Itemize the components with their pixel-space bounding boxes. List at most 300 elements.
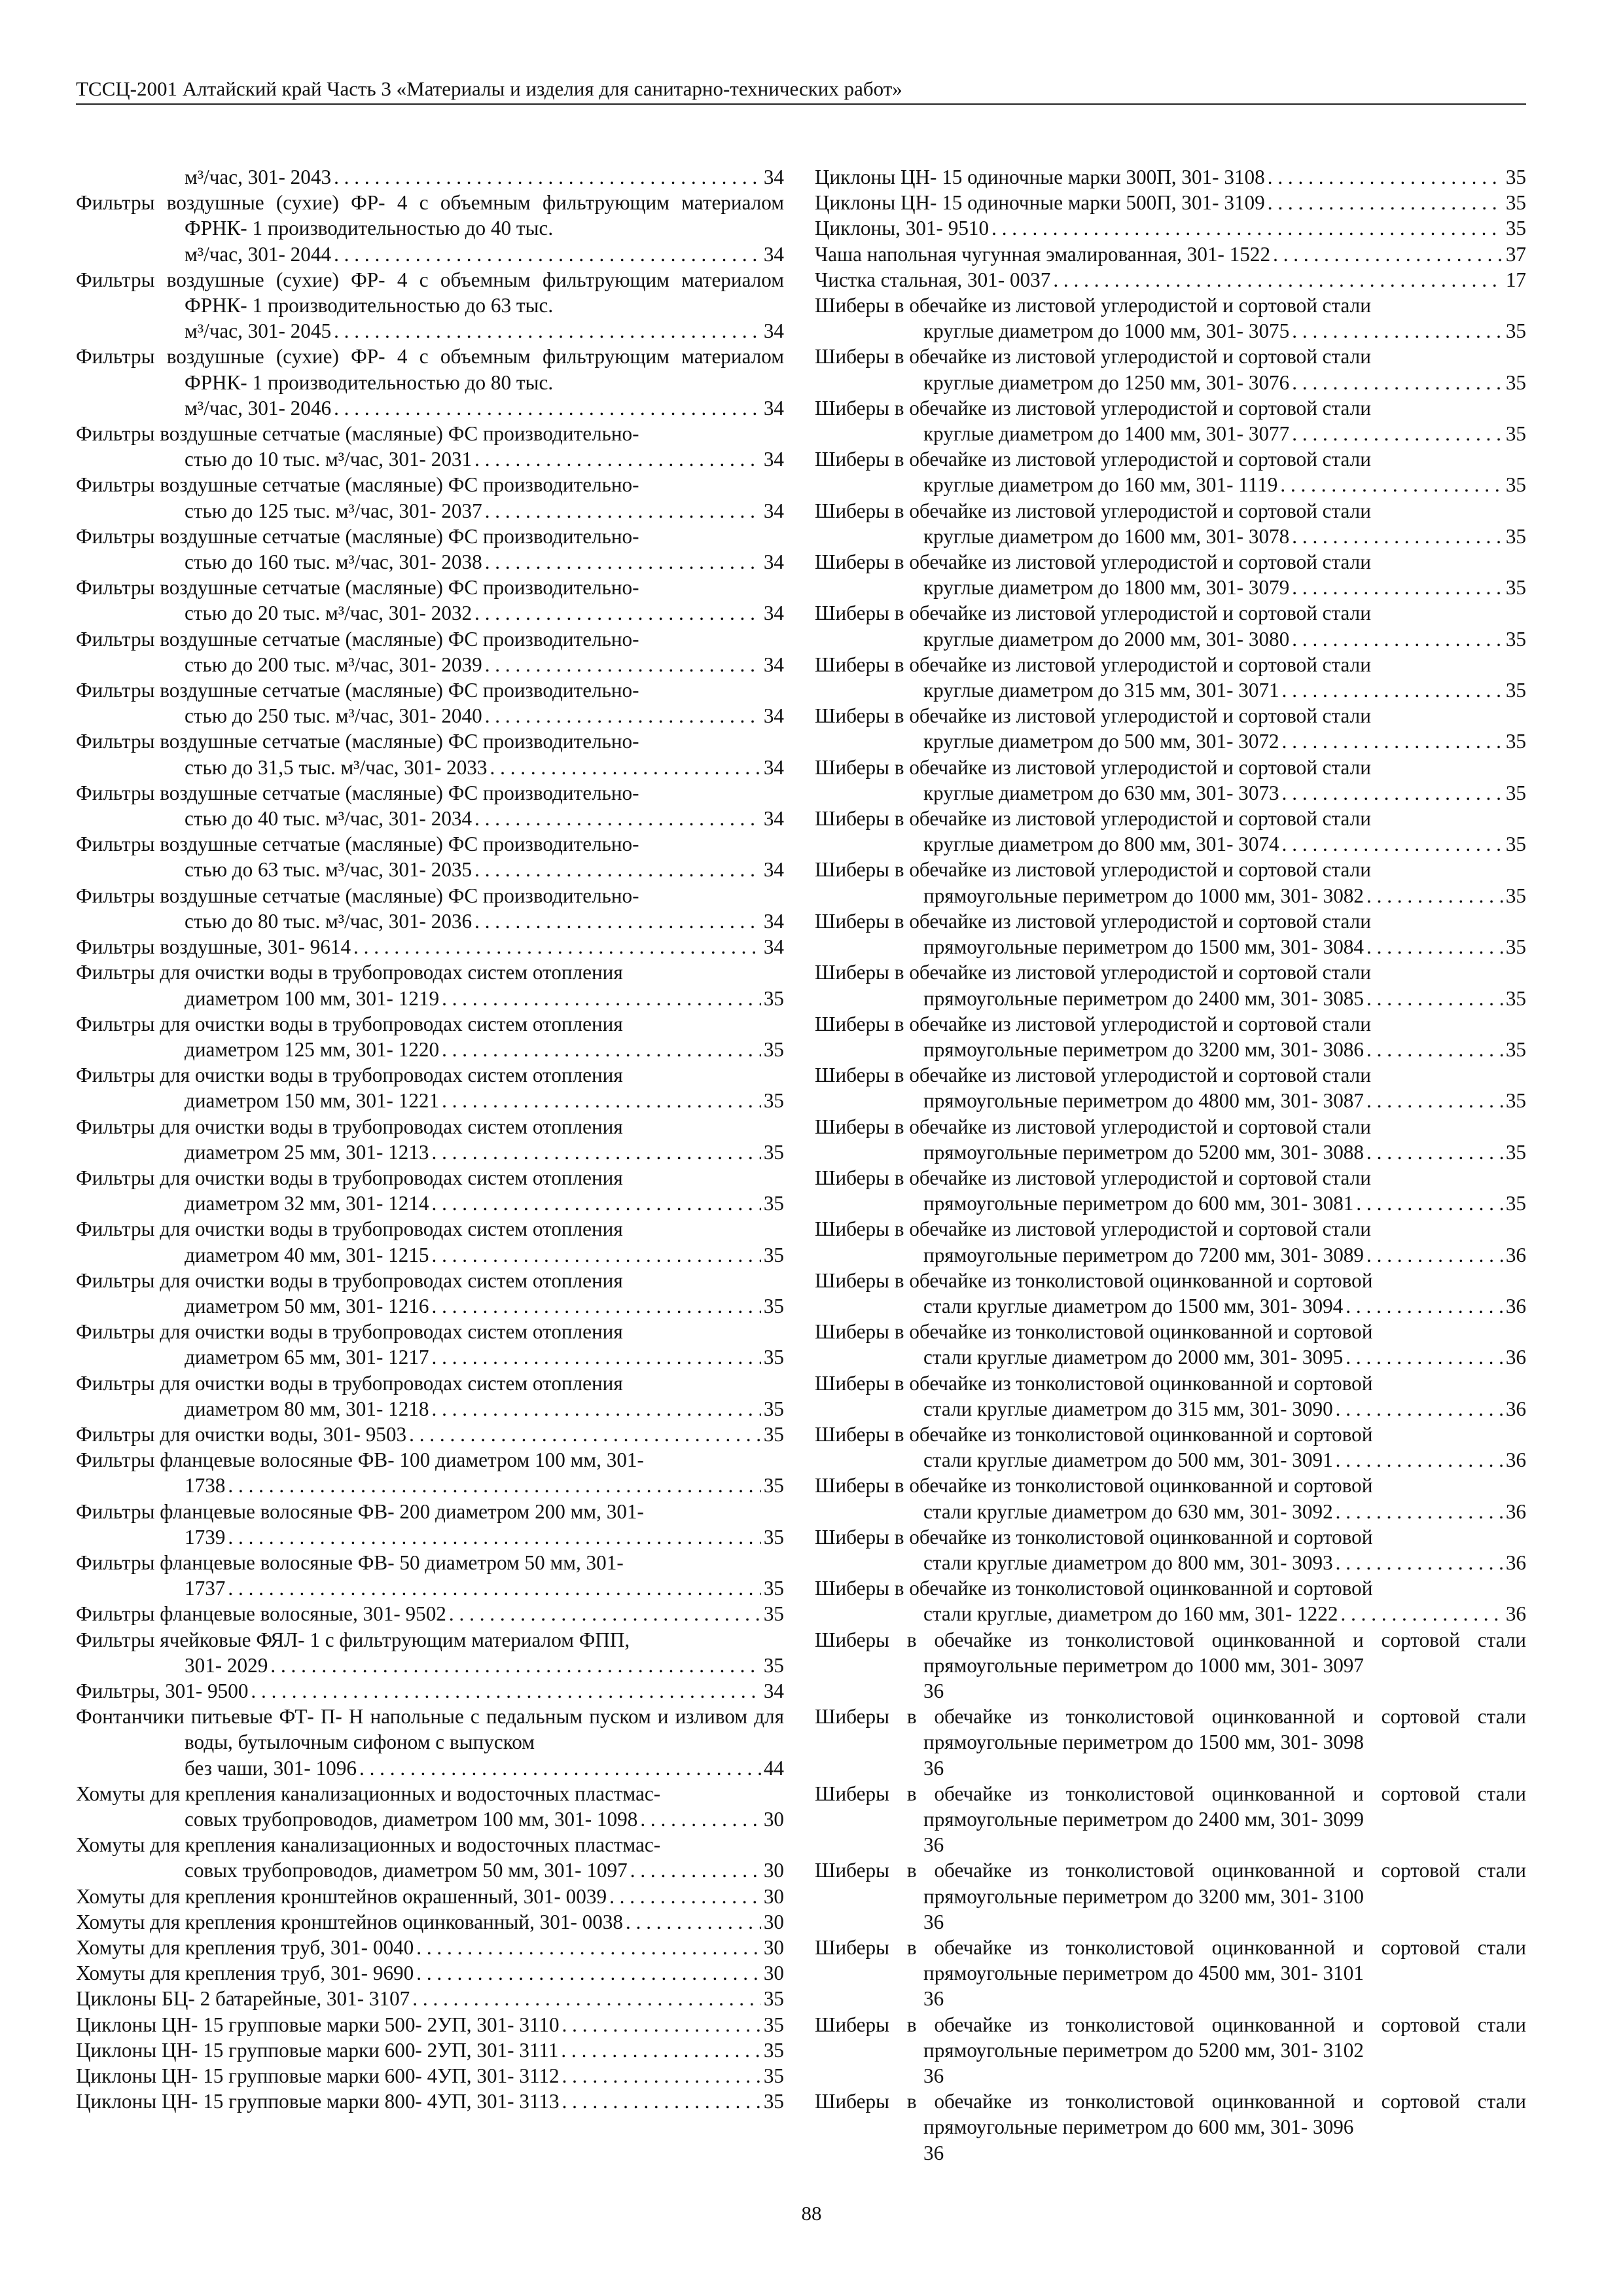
entry-tail: Фильтры фланцевые волосяные, 301- 9502 — [76, 1602, 446, 1626]
dot-leader — [1346, 1344, 1503, 1370]
entry-text: Шиберы в обечайке из тонколистовой оцинкованной и сортовой стали прямоугольные периметром до 1000 мм, 301- 3097 — [815, 1628, 1526, 1677]
entry-tail: диаметром 50 мм, 301- 1216 — [185, 1294, 429, 1318]
dot-leader — [1292, 318, 1503, 344]
entry-tail: круглые диаметром до 500 мм, 301- 3072 — [923, 730, 1279, 753]
index-entry — [76, 1216, 784, 1267]
entry-page: 35 — [1505, 884, 1526, 907]
dot-leader — [1366, 934, 1503, 960]
entry-page: 35 — [1505, 191, 1526, 215]
entry-page: 34 — [763, 909, 784, 933]
entry-text: Шиберы в обечайке из листовой углеродистой и сортовой стали — [815, 858, 1371, 882]
entry-tail: Циклоны, 301- 9510 — [815, 217, 990, 240]
entry-text: Фильтры воздушные сетчатые (масляные) ФС производительно- — [76, 422, 639, 446]
entry-page: 35 — [1505, 679, 1526, 702]
dot-leader — [1273, 242, 1503, 267]
entry-page: 34 — [763, 499, 784, 522]
entry-text: Фильтры воздушные (сухие) ФР- 4 с объемным фильтрующим материалом ФРНК- 1 производительностью до 80 тыс. — [76, 345, 784, 394]
entry-page: 30 — [763, 1884, 784, 1908]
entry-text: Шиберы в обечайке из листовой углеродистой и сортовой стали — [815, 909, 1371, 933]
entry-page: 35 — [1505, 986, 1526, 1010]
entry-tail: Хомуты для крепления кронштейнов оцинкованный, 301- 0038 — [76, 1910, 623, 1933]
dot-leader — [1366, 1037, 1503, 1062]
index-entry — [815, 190, 1526, 215]
entry-page: 35 — [763, 1397, 784, 1420]
entry-page: 34 — [763, 807, 784, 831]
index-entry — [76, 1960, 784, 1986]
entry-page: 35 — [1505, 473, 1526, 497]
entry-tail: Чаша напольная чугунная эмалированная, 301- 1522 — [815, 242, 1271, 266]
index-entry — [76, 1704, 784, 1781]
entry-tail: прямоугольные периметром до 7200 мм, 301- 3089 — [923, 1243, 1364, 1266]
dot-leader — [359, 1755, 761, 1781]
entry-page: 35 — [763, 1346, 784, 1369]
entry-page: 34 — [763, 242, 784, 266]
index-entry — [815, 344, 1526, 395]
index-entry — [815, 242, 1526, 267]
entry-tail: прямоугольные периметром до 5200 мм, 301- 3088 — [923, 1140, 1364, 1164]
dot-leader — [412, 1986, 761, 2011]
entry-page: 34 — [763, 550, 784, 574]
dot-leader — [485, 703, 761, 728]
dot-leader — [353, 934, 761, 960]
entry-text: Шиберы в обечайке из листовой углеродистой и сортовой стали — [815, 1217, 1371, 1241]
dot-leader — [1292, 524, 1503, 549]
index-entry — [76, 883, 784, 934]
entry-tail: Хомуты для крепления кронштейнов окрашенный, 301- 0039 — [76, 1884, 607, 1908]
entry-tail: диаметром 25 мм, 301- 1213 — [185, 1140, 429, 1164]
entry-text: Шиберы в обечайке из тонколистовой оцинкованной и сортовой стали прямоугольные периметром до 600 мм, 301- 3096 — [815, 2090, 1526, 2139]
dot-leader — [1292, 370, 1503, 395]
entry-tail: круглые диаметром до 1600 мм, 301- 3078 — [923, 524, 1290, 548]
entry-tail: круглые диаметром до 630 мм, 301- 3073 — [923, 781, 1279, 804]
entry-page: 30 — [763, 1962, 784, 1985]
index-entry — [815, 498, 1526, 549]
entry-text: Шиберы в обечайке из листовой углеродистой и сортовой стали — [815, 1012, 1371, 1035]
dot-leader — [561, 2037, 760, 2063]
entry-page: 35 — [763, 2013, 784, 2036]
entry-page: 35 — [1505, 935, 1526, 959]
entry-text: Шиберы в обечайке из листовой углеродистой и сортовой стали — [815, 653, 1371, 676]
entry-text: Шиберы в обечайке из листовой углеродистой и сортовой стали — [815, 704, 1371, 728]
entry-tail: стью до 63 тыс. м³/час, 301- 2035 — [185, 858, 473, 882]
entry-tail: прямоугольные периметром до 600 мм, 301- 3081 — [923, 1192, 1354, 1215]
entry-text: Фильтры для очистки воды в трубопроводах систем отопления — [76, 1217, 623, 1241]
entry-page: 35 — [763, 1987, 784, 2011]
entry-text: Хомуты для крепления канализационных и водосточных пластмас- — [76, 1833, 661, 1857]
index-entry — [815, 1319, 1526, 1370]
entry-page: 36 — [1505, 1397, 1526, 1420]
entry-text: Шиберы в обечайке из листовой углеродистой и сортовой стали — [815, 550, 1371, 574]
entry-page: 36 — [923, 2141, 944, 2164]
index-entry — [76, 1319, 784, 1370]
index-entry — [76, 2012, 784, 2037]
entry-page: 34 — [763, 858, 784, 882]
entry-page: 34 — [763, 1679, 784, 1702]
entry-text: Шиберы в обечайке из листовой углеродистой и сортовой стали — [815, 601, 1371, 625]
index-entry — [76, 1062, 784, 1113]
entry-tail: стью до 125 тыс. м³/час, 301- 2037 — [185, 499, 482, 522]
entry-page: 35 — [1505, 217, 1526, 240]
dot-leader — [1292, 575, 1503, 600]
index-entry — [815, 215, 1526, 241]
index-entry — [815, 1371, 1526, 1422]
index-entry — [815, 1114, 1526, 1165]
index-entry — [815, 806, 1526, 857]
entry-page: 36 — [923, 1756, 944, 1780]
index-entry — [76, 472, 784, 523]
entry-text: Шиберы в обечайке из листовой углеродистой и сортовой стали — [815, 1166, 1371, 1189]
entry-tail: Циклоны ЦН- 15 групповые марки 800- 4УП, 301- 3113 — [76, 2090, 560, 2113]
entry-page: 35 — [763, 1192, 784, 1215]
entry-tail: стали круглые, диаметром до 160 мм, 301- 1222 — [923, 1602, 1338, 1626]
page-header: ТССЦ-2001 Алтайский край Часть 3 «Материалы и изделия для санитарно-технических работ» — [76, 75, 1526, 105]
entry-page: 36 — [1505, 1294, 1526, 1318]
dot-leader — [1292, 421, 1503, 446]
entry-tail: стью до 250 тыс. м³/час, 301- 2040 — [185, 704, 482, 728]
entry-text: Фильтры воздушные сетчатые (масляные) ФС производительно- — [76, 524, 639, 548]
dot-leader — [432, 1242, 761, 1268]
index-entry — [76, 1986, 784, 2011]
index-entry — [815, 1473, 1526, 1524]
dot-leader — [1282, 728, 1503, 754]
entry-tail: диаметром 80 мм, 301- 1218 — [185, 1397, 429, 1420]
dot-leader — [562, 2063, 761, 2089]
dot-leader — [485, 549, 761, 575]
dot-leader — [228, 1473, 760, 1498]
entry-page: 35 — [763, 1243, 784, 1266]
entry-text: Фильтры для очистки воды в трубопроводах систем отопления — [76, 1268, 623, 1292]
entry-page: 35 — [1505, 1192, 1526, 1215]
index-entry — [815, 446, 1526, 497]
index-entry — [76, 575, 784, 626]
index-entry — [815, 1857, 1526, 1935]
entry-tail: прямоугольные периметром до 4800 мм, 301- 3087 — [923, 1089, 1364, 1113]
dot-leader — [1268, 164, 1503, 190]
entry-page: 35 — [1505, 781, 1526, 804]
index-entry — [815, 1165, 1526, 1216]
entry-tail: Фильтры воздушные, 301- 9614 — [76, 935, 351, 959]
dot-leader — [1366, 883, 1503, 908]
entry-page: 30 — [763, 1859, 784, 1882]
index-entry — [76, 1422, 784, 1447]
entry-tail: диаметром 150 мм, 301- 1221 — [185, 1089, 440, 1113]
dot-leader — [334, 242, 761, 267]
entry-page: 44 — [763, 1756, 784, 1780]
entry-page: 35 — [763, 2064, 784, 2088]
index-entry — [76, 1909, 784, 1935]
entry-page: 17 — [1505, 268, 1526, 291]
entry-tail: совых трубопроводов, диаметром 100 мм, 301- 1098 — [185, 1808, 638, 1831]
index-entry — [815, 267, 1526, 293]
dot-leader — [474, 446, 761, 472]
entry-tail: прямоугольные периметром до 1000 мм, 301- 3082 — [923, 884, 1364, 907]
index-entry — [815, 2012, 1526, 2089]
index-entry — [815, 1935, 1526, 2012]
entry-text: Фонтанчики питьевые ФТ- П- Н напольные с педальным пуском и изливом для воды, бутылочным сифоном с выпуском — [76, 1705, 784, 1754]
entry-page: 35 — [1505, 1089, 1526, 1113]
entry-page: 36 — [923, 1987, 944, 2011]
entry-page: 34 — [763, 704, 784, 728]
entry-tail: стью до 80 тыс. м³/час, 301- 2036 — [185, 909, 473, 933]
dot-leader — [474, 857, 761, 882]
entry-tail: стью до 20 тыс. м³/час, 301- 2032 — [185, 601, 473, 625]
entry-text: Фильтры для очистки воды в трубопроводах систем отопления — [76, 1012, 623, 1035]
dot-leader — [432, 1191, 761, 1216]
entry-text: Шиберы в обечайке из листовой углеродистой и сортовой стали — [815, 755, 1371, 779]
entry-text: Фильтры ячейковые ФЯЛ- 1 с фильтрующим материалом ФПП, — [76, 1628, 630, 1651]
dot-leader — [228, 1575, 760, 1601]
entry-page: 35 — [1505, 576, 1526, 600]
index-entry — [815, 652, 1526, 703]
entry-page: 36 — [923, 1910, 944, 1933]
index-entry — [76, 1935, 784, 1960]
entry-tail: м³/час, 301- 2046 — [185, 396, 332, 420]
index-entry — [76, 1268, 784, 1319]
entry-page: 35 — [1505, 627, 1526, 651]
entry-page: 35 — [763, 1140, 784, 1164]
entry-tail: Хомуты для крепления труб, 301- 9690 — [76, 1962, 414, 1985]
index-entry — [76, 164, 784, 190]
entry-text: Фильтры воздушные сетчатые (масляные) ФС производительно- — [76, 473, 639, 497]
entry-page: 30 — [763, 1936, 784, 1960]
entry-text: Фильтры для очистки воды в трубопроводах систем отопления — [76, 1166, 623, 1189]
entry-tail: стали круглые диаметром до 500 мм, 301- 3091 — [923, 1448, 1333, 1472]
entry-page: 34 — [763, 755, 784, 779]
entry-tail: круглые диаметром до 160 мм, 301- 1119 — [923, 473, 1278, 497]
entry-text: Фильтры для очистки воды в трубопроводах систем отопления — [76, 1320, 623, 1344]
entry-page: 35 — [763, 1294, 784, 1318]
entry-tail: Циклоны БЦ- 2 батарейные, 301- 3107 — [76, 1987, 410, 2011]
entry-page: 35 — [1505, 730, 1526, 753]
dot-leader — [562, 2089, 761, 2114]
dot-leader — [609, 1884, 761, 1909]
dot-leader — [416, 1960, 761, 1986]
entry-text: Фильтры фланцевые волосяные ФВ- 50 диаметром 50 мм, 301- — [76, 1551, 624, 1574]
index-entry — [76, 831, 784, 882]
entry-page: 36 — [1505, 1602, 1526, 1626]
entry-text: Шиберы в обечайке из тонколистовой оцинкованной и сортовой — [815, 1422, 1373, 1446]
entry-text: Шиберы в обечайке из тонколистовой оцинкованной и сортовой — [815, 1577, 1373, 1600]
index-entry — [76, 2063, 784, 2089]
entry-page: 34 — [763, 653, 784, 676]
page-number: 88 — [801, 2202, 822, 2225]
entry-text: Шиберы в обечайке из тонколистовой оцинкованной и сортовой стали прямоугольные периметром до 3200 мм, 301- 3100 — [815, 1859, 1526, 1908]
index-entry — [815, 549, 1526, 600]
dot-leader — [442, 1037, 761, 1062]
entry-text: Фильтры для очистки воды в трубопроводах систем отопления — [76, 1371, 623, 1395]
index-entry — [815, 908, 1526, 960]
entry-text: Шиберы в обечайке из тонколистовой оцинкованной и сортовой — [815, 1320, 1373, 1344]
entry-tail: круглые диаметром до 2000 мм, 301- 3080 — [923, 627, 1290, 651]
index-entry — [76, 1165, 784, 1216]
index-entry — [76, 1499, 784, 1550]
dot-leader — [1366, 1242, 1503, 1268]
entry-page: 36 — [923, 2064, 944, 2088]
dot-leader — [485, 652, 761, 677]
dot-leader — [490, 755, 761, 780]
entry-tail: круглые диаметром до 800 мм, 301- 3074 — [923, 833, 1279, 856]
index-entry — [815, 395, 1526, 446]
entry-tail: стали круглые диаметром до 630 мм, 301- 3092 — [923, 1499, 1333, 1523]
entry-tail: Циклоны ЦН- 15 одиночные марки 500П, 301- 3109 — [815, 191, 1265, 215]
entry-tail: Чистка стальная, 301- 0037 — [815, 268, 1051, 291]
index-entry — [76, 1011, 784, 1062]
index-entry — [815, 857, 1526, 908]
entry-page: 35 — [763, 1422, 784, 1446]
entry-tail: Фильтры, 301- 9500 — [76, 1679, 249, 1702]
dot-leader — [1282, 831, 1503, 857]
entry-text: Шиберы в обечайке из листовой углеродистой и сортовой стали — [815, 345, 1371, 368]
entry-tail: стью до 200 тыс. м³/час, 301- 2039 — [185, 653, 482, 676]
entry-text: Шиберы в обечайке из листовой углеродистой и сортовой стали — [815, 396, 1371, 420]
dot-leader — [991, 215, 1503, 241]
entry-page: 35 — [763, 1577, 784, 1600]
entry-page: 35 — [763, 2038, 784, 2062]
dot-leader — [1282, 677, 1503, 703]
index-entry — [76, 677, 784, 728]
entry-text: Шиберы в обечайке из листовой углеродистой и сортовой стали — [815, 1064, 1371, 1087]
index-entry — [76, 1884, 784, 1909]
entry-tail: 1737 — [185, 1577, 226, 1600]
dot-leader — [626, 1909, 761, 1935]
entry-tail: круглые диаметром до 1800 мм, 301- 3079 — [923, 576, 1290, 600]
entry-tail: м³/час, 301- 2044 — [185, 242, 332, 266]
dot-leader — [1280, 472, 1503, 497]
entry-text: Шиберы в обечайке из тонколистовой оцинкованной и сортовой стали прямоугольные периметром до 5200 мм, 301- 3102 — [815, 2013, 1526, 2062]
index-entry — [815, 1704, 1526, 1781]
entry-tail: стали круглые диаметром до 1500 мм, 301- 3094 — [923, 1294, 1344, 1318]
dot-leader — [485, 498, 761, 524]
index-entry — [76, 1114, 784, 1165]
entry-tail: 1739 — [185, 1525, 226, 1549]
entry-tail: диаметром 100 мм, 301- 1219 — [185, 986, 440, 1010]
entry-text: Шиберы в обечайке из тонколистовой оцинкованной и сортовой — [815, 1474, 1373, 1498]
entry-page: 34 — [763, 935, 784, 959]
dot-leader — [474, 806, 761, 831]
index-entry — [76, 421, 784, 472]
index-entry — [815, 600, 1526, 651]
dot-leader — [334, 395, 761, 421]
dot-leader — [251, 1678, 760, 1704]
entry-tail: диаметром 32 мм, 301- 1214 — [185, 1192, 429, 1215]
dot-leader — [1346, 1293, 1503, 1319]
dot-leader — [432, 1396, 761, 1422]
entry-text: Шиберы в обечайке из тонколистовой оцинкованной и сортовой — [815, 1371, 1373, 1395]
entry-page: 34 — [763, 396, 784, 420]
entry-text: Фильтры воздушные сетчатые (масляные) ФС производительно- — [76, 627, 639, 651]
entry-text: Шиберы в обечайке из тонколистовой оцинкованной и сортовой стали прямоугольные периметром до 4500 мм, 301- 3101 — [815, 1936, 1526, 1985]
entry-text: Шиберы в обечайке из тонколистовой оцинкованной и сортовой — [815, 1525, 1373, 1549]
entry-tail: диаметром 40 мм, 301- 1215 — [185, 1243, 429, 1266]
index-entry — [815, 1575, 1526, 1626]
index-entry — [815, 293, 1526, 344]
dot-leader — [409, 1422, 761, 1447]
dot-leader — [1053, 267, 1503, 293]
index-entry — [815, 703, 1526, 754]
entry-page: 35 — [1505, 833, 1526, 856]
entry-text: Шиберы в обечайке из листовой углеродистой и сортовой стали — [815, 807, 1371, 831]
entry-page: 35 — [1505, 1037, 1526, 1061]
dot-leader — [432, 1344, 761, 1370]
dot-leader — [474, 908, 761, 934]
entry-text: Фильтры фланцевые волосяные ФВ- 100 диаметром 100 мм, 301- — [76, 1448, 644, 1472]
index-entry — [76, 1832, 784, 1883]
entry-page: 30 — [763, 1808, 784, 1831]
index-entry — [815, 1781, 1526, 1858]
index-entry — [815, 164, 1526, 190]
index-entry — [815, 755, 1526, 806]
index-entry — [76, 934, 784, 960]
entry-page: 35 — [763, 1474, 784, 1498]
entry-tail: 1738 — [185, 1474, 226, 1498]
index-entry — [76, 2089, 784, 2114]
entry-text: Шиберы в обечайке из тонколистовой оцинкованной и сортовой стали прямоугольные периметром до 1500 мм, 301- 3098 — [815, 1705, 1526, 1754]
dot-leader — [1336, 1550, 1503, 1575]
dot-leader — [334, 318, 761, 344]
index-entry — [76, 780, 784, 831]
entry-text: Фильтры воздушные сетчатые (масляные) ФС производительно- — [76, 781, 639, 804]
entry-text: Фильтры воздушные (сухие) ФР- 4 с объемным фильтрующим материалом ФРНК- 1 производительностью до 63 тыс. — [76, 268, 784, 317]
entry-tail: прямоугольные периметром до 2400 мм, 301- 3085 — [923, 986, 1364, 1010]
entry-text: Шиберы в обечайке из листовой углеродистой и сортовой стали — [815, 961, 1371, 984]
entry-page: 35 — [763, 1602, 784, 1626]
entry-page: 36 — [1505, 1448, 1526, 1472]
index-entry — [815, 960, 1526, 1011]
dot-leader — [1366, 1088, 1503, 1113]
index-entry — [76, 960, 784, 1011]
entry-text: Фильтры воздушные сетчатые (масляные) ФС производительно- — [76, 679, 639, 702]
entry-text: Хомуты для крепления канализационных и водосточных пластмас- — [76, 1782, 661, 1805]
entry-tail: стью до 10 тыс. м³/час, 301- 2031 — [185, 448, 473, 471]
dot-leader — [1336, 1396, 1503, 1422]
entry-page: 35 — [763, 1089, 784, 1113]
dot-leader — [474, 600, 761, 626]
entry-tail: диаметром 65 мм, 301- 1217 — [185, 1346, 429, 1369]
entry-tail: круглые диаметром до 315 мм, 301- 3071 — [923, 679, 1279, 702]
index-entry — [76, 190, 784, 267]
index-entry — [815, 1216, 1526, 1267]
index-entry — [76, 1678, 784, 1704]
entry-text: Фильтры для очистки воды в трубопроводах систем отопления — [76, 961, 623, 984]
entry-page: 34 — [763, 448, 784, 471]
entry-page: 37 — [1505, 242, 1526, 266]
entry-page: 30 — [763, 1910, 784, 1933]
entry-page: 35 — [1505, 524, 1526, 548]
index-entry — [815, 1627, 1526, 1704]
dot-leader — [416, 1935, 761, 1960]
entry-page: 34 — [763, 166, 784, 188]
entry-tail: Фильтры для очистки воды, 301- 9503 — [76, 1422, 407, 1446]
entry-page: 36 — [1505, 1346, 1526, 1369]
index-entry — [76, 524, 784, 575]
entry-page: 35 — [763, 2090, 784, 2113]
index-entry — [76, 1447, 784, 1498]
entry-tail: стью до 40 тыс. м³/час, 301- 2034 — [185, 807, 473, 831]
entry-text: Фильтры воздушные сетчатые (масляные) ФС производительно- — [76, 884, 639, 907]
entry-tail: стью до 160 тыс. м³/час, 301- 2038 — [185, 550, 482, 574]
entry-tail: Хомуты для крепления труб, 301- 0040 — [76, 1936, 414, 1960]
entry-text: Шиберы в обечайке из листовой углеродистой и сортовой стали — [815, 294, 1371, 317]
index-entry — [815, 1524, 1526, 1575]
dot-leader — [334, 164, 761, 190]
entry-tail: Циклоны ЦН- 15 одиночные марки 300П, 301- 3108 — [815, 166, 1265, 188]
entry-page: 35 — [1505, 166, 1526, 188]
index-entry — [76, 1627, 784, 1678]
dot-leader — [1366, 1139, 1503, 1165]
entry-page: 35 — [1505, 319, 1526, 343]
entry-text: Фильтры воздушные сетчатые (масляные) ФС производительно- — [76, 576, 639, 600]
entry-tail: круглые диаметром до 1000 мм, 301- 3075 — [923, 319, 1290, 343]
